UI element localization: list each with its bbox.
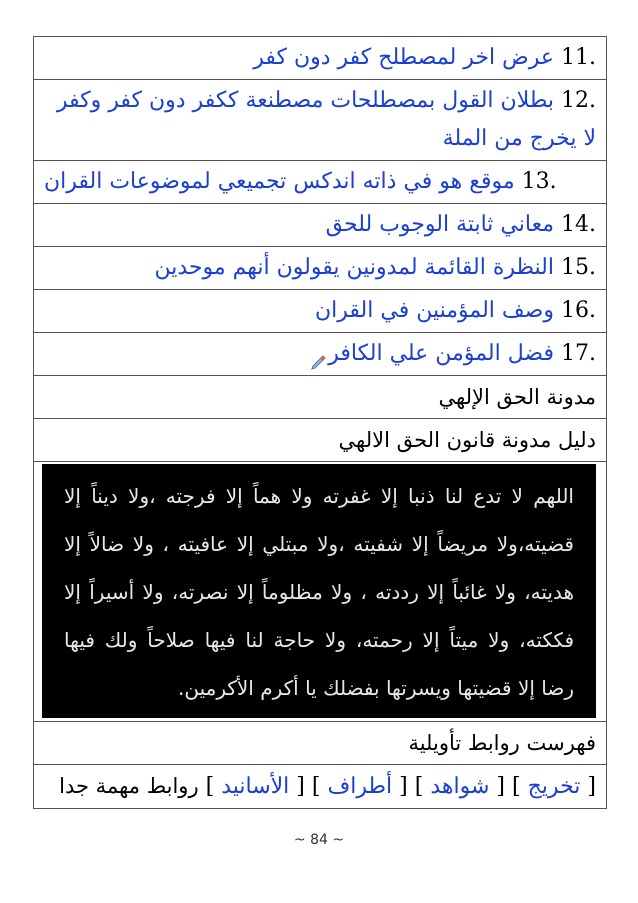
bracket-close: ] — [205, 774, 215, 799]
link-item-15[interactable]: النظرة القائمة لمدونين يقولون أنهم موحدين — [154, 255, 554, 280]
bracket-open: [ — [296, 774, 305, 799]
index-title-row — [33, 722, 607, 765]
page-number: ~ 84 ~ — [293, 832, 345, 848]
blog-title-row — [33, 376, 607, 419]
blog-title: مدونة الحق الإلهي — [438, 385, 596, 409]
bracket-close: ] — [414, 774, 424, 799]
link-shawahid[interactable]: شواهد — [430, 774, 490, 799]
list-row-11 — [33, 36, 607, 80]
list-row-16 — [33, 290, 607, 333]
bracket-open: [ — [399, 774, 408, 799]
link-item-13[interactable]: موقع هو في ذاته اندكس تجميعي لموضوعات القران — [44, 169, 515, 194]
guide-title-row — [33, 419, 607, 462]
bracket-open: [ — [587, 774, 596, 799]
edit-pencil-icon[interactable] — [310, 345, 328, 363]
bracket-close: ] — [512, 774, 521, 799]
item-number: .11 — [561, 45, 596, 70]
item-number: .14 — [561, 212, 596, 237]
link-item-11[interactable]: عرض اخر لمصطلح كفر دون كفر — [253, 45, 554, 70]
list-row-14 — [33, 204, 607, 247]
index-title: فهرست روابط تأويلية — [408, 731, 596, 755]
bottom-links-row — [33, 765, 607, 809]
item-number: .15 — [561, 255, 596, 280]
guide-title: دليل مدونة قانون الحق الالهي — [338, 428, 596, 452]
link-takhrij[interactable]: تخريج — [527, 774, 581, 799]
list-row-12 — [33, 80, 607, 161]
list-row-15 — [33, 247, 607, 290]
link-atraf[interactable]: أطراف — [327, 774, 393, 799]
link-item-14[interactable]: معاني ثابتة الوجوب للحق — [325, 212, 554, 237]
content-table — [33, 36, 607, 809]
link-asanid[interactable]: الأسانيد — [221, 774, 290, 799]
link-item-17[interactable]: فضل المؤمن علي الكافر — [328, 341, 554, 366]
item-number: .16 — [561, 298, 596, 323]
item-number: .12 — [561, 88, 596, 113]
item-number: .13 — [521, 169, 557, 194]
dua-image-row — [33, 462, 607, 722]
list-row-17 — [33, 333, 607, 376]
dua-image: اللهم لا تدع لنا ذنبا إلا غفرته ولا هماً إلا فرجته ،ولا ديناً إلا قضيته،ولا مريضاً إلا شفيته ،ولا مبتلي إلا عافيته ، ولا ضالاً إلا هديته، ولا غائباً إلا رددته ، ولا مظلوماً إلا نصرته، ولا أسيراً إلا فككته، ولا ميتاً إلا رحمته، ولا حاجة لنا فيها صلاحاً ولك فيها رضا إلا قضيتها ويسرتها بفضلك يا أكرم الأكرمين. — [42, 464, 596, 718]
item-number: .17 — [561, 341, 596, 366]
important-links-label: روابط مهمة جدا — [59, 774, 199, 798]
bracket-close: ] — [311, 774, 321, 799]
bracket-open: [ — [496, 774, 506, 799]
link-item-16[interactable]: وصف المؤمنين في القران — [315, 298, 554, 323]
link-item-12[interactable]: بطلان القول بمصطلحات مصطنعة ككفر دون كفر وكفر لا يخرج من الملة — [56, 88, 596, 151]
list-row-13 — [33, 161, 607, 204]
